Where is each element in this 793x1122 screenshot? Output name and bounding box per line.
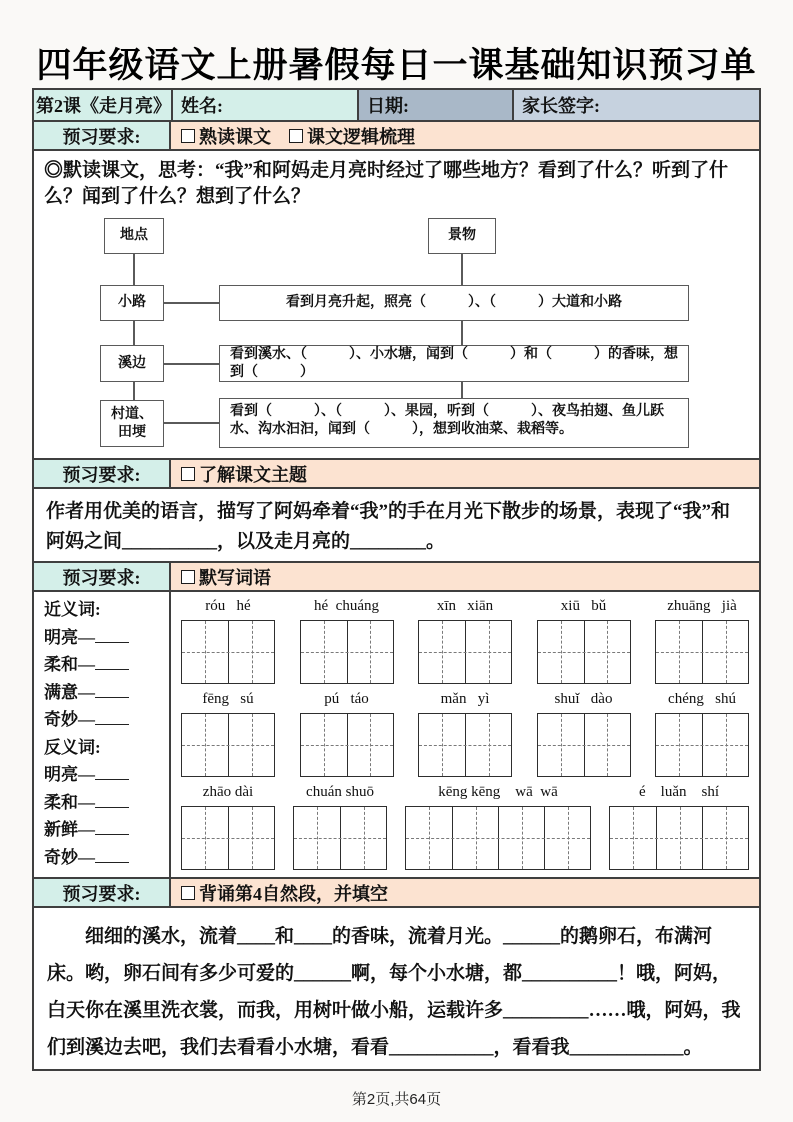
requirement-item <box>289 123 415 149</box>
lesson-title: 第2课《走月亮》 <box>34 90 171 120</box>
signature-field <box>512 90 759 120</box>
pinyin-label: hé chuáng <box>314 598 379 614</box>
writing-grid <box>181 620 275 684</box>
requirement-label: 预习要求: <box>34 879 171 906</box>
writing-grid <box>418 620 512 684</box>
requirement-row-3 <box>34 561 759 590</box>
page-title: 四年级语文上册暑假每日一课基础知识预习单 <box>36 46 757 85</box>
writing-grid <box>655 713 749 777</box>
word-unit <box>300 691 394 777</box>
word-unit <box>537 691 631 777</box>
synonym-header: 近义词: <box>44 600 101 619</box>
requirement-label: 预习要求: <box>34 460 171 487</box>
writing-grid <box>300 713 394 777</box>
pinyin-label: xīn xiān <box>436 598 494 614</box>
pinyin-grid-row <box>181 598 749 684</box>
requirement-row-4 <box>34 877 759 906</box>
diagram-content-box: 看到溪水、（ ）、小水塘，闻到（ ）和（ ）的香味，想到（ ） <box>219 345 689 382</box>
list-item: 奇妙— <box>44 706 169 734</box>
reading-section <box>34 149 759 458</box>
diagram-header-place: 地点 <box>104 218 164 254</box>
checkbox-icon <box>181 886 195 900</box>
writing-grid <box>181 806 275 870</box>
diagram-content-box: 看到月亮升起，照亮（ ）、（ ）大道和小路 <box>219 285 689 321</box>
name-label: 姓名: <box>181 96 223 116</box>
word-unit <box>418 691 512 777</box>
word-unit <box>405 784 591 870</box>
passage-text: 细细的溪水，流着____和____的香味，流着月光。______的鹅卵石，布满河床。哟，卵石间有多少可爱的______啊，每个小水塘，都__________！哦，阿妈，白天你在溪里洗衣裳，而我，用树叶做小船，运载许多_________……哦，阿妈，我们到溪边去吧，我们去看看小水塘，看看___________，看看我____________。 <box>47 926 741 1058</box>
writing-grid <box>609 806 749 870</box>
pinyin-label: chéng shú <box>668 691 736 707</box>
answer-blank <box>95 654 129 670</box>
connector-line <box>461 254 463 285</box>
connector-line <box>133 321 135 345</box>
passage-section <box>34 906 759 1069</box>
requirement-content <box>171 563 759 590</box>
writing-grid <box>537 620 631 684</box>
list-item: 柔和— <box>44 651 169 679</box>
word-unit <box>655 598 749 684</box>
connector-line <box>164 422 219 424</box>
word-unit <box>609 784 749 870</box>
pinyin-label: róu hé <box>205 598 251 614</box>
theme-section: 作者用优美的语言，描写了阿妈牵着“我”的手在月光下散步的场景，表现了“我”和阿妈之间__________，以及走月亮的________。 <box>34 487 759 561</box>
requirement-text: 熟读课文 <box>199 126 271 147</box>
connector-line <box>461 382 463 398</box>
list-item: 明亮— <box>44 624 169 652</box>
word-unit <box>181 784 275 870</box>
pinyin-label: shuǐ dào <box>554 691 613 707</box>
requirement-item <box>181 564 271 590</box>
answer-blank <box>95 847 129 863</box>
pinyin-label: fēng sú <box>202 691 254 707</box>
pinyin-label: kēng kēng wā wā <box>438 784 558 800</box>
writing-grid <box>418 713 512 777</box>
word-unit <box>181 598 275 684</box>
connector-line <box>164 302 219 304</box>
word-unit <box>293 784 387 870</box>
pinyin-label: pú táo <box>324 691 369 707</box>
writing-grid <box>405 806 591 870</box>
list-item: 新鲜— <box>44 816 169 844</box>
worksheet-table <box>32 88 761 1071</box>
requirement-text: 课文逻辑梳理 <box>307 126 415 147</box>
requirement-content <box>171 879 759 906</box>
writing-grid <box>293 806 387 870</box>
writing-grid <box>655 620 749 684</box>
requirement-text: 背诵第4自然段，并填空 <box>199 883 388 904</box>
pinyin-grids <box>171 592 759 877</box>
requirement-row-1 <box>34 120 759 149</box>
word-unit <box>300 598 394 684</box>
date-label: 日期: <box>367 96 409 116</box>
requirement-text: 默写词语 <box>199 567 271 588</box>
requirement-row-2 <box>34 458 759 487</box>
connector-line <box>133 382 135 400</box>
name-field <box>171 90 357 120</box>
checkbox-icon <box>289 129 303 143</box>
requirement-content <box>171 122 759 149</box>
list-item: 明亮— <box>44 761 169 789</box>
checkbox-icon <box>181 570 195 584</box>
word-unit <box>537 598 631 684</box>
requirement-item <box>181 461 307 487</box>
requirement-label: 预习要求: <box>34 563 171 590</box>
pinyin-label: é luǎn shí <box>639 784 719 800</box>
diagram-content-box: 看到（ ）、（ ）、果园，听到（ ）、夜鸟拍翅、鱼儿跃水、沟水汩汩，闻到（ ），想到收油菜、栽稻等。 <box>219 398 689 448</box>
answer-blank <box>95 682 129 698</box>
word-unit <box>181 691 275 777</box>
words-section <box>34 590 759 877</box>
writing-grid <box>300 620 394 684</box>
page-number: 第2页,共64页 <box>351 1091 442 1108</box>
word-unit <box>655 691 749 777</box>
requirement-text: 了解课文主题 <box>199 464 307 485</box>
pinyin-label: zhāo dài <box>202 784 254 800</box>
requirement-item <box>181 123 271 149</box>
connector-line <box>461 321 463 345</box>
writing-grid <box>181 713 275 777</box>
synonym-antonym-list <box>34 592 171 877</box>
diagram-place-box: 小路 <box>100 285 164 321</box>
reading-question: ◎默读课文，思考：“我”和阿妈走月亮时经过了哪些地方？看到了什么？听到了什么？闻到了什么？想到了什么？ <box>44 160 729 207</box>
flow-diagram <box>34 209 759 458</box>
pinyin-grid-row <box>181 691 749 777</box>
checkbox-icon <box>181 129 195 143</box>
pinyin-grid-row <box>181 784 749 870</box>
antonym-header: 反义词: <box>44 737 101 757</box>
date-field <box>357 90 512 120</box>
connector-line <box>133 254 135 285</box>
writing-grid <box>537 713 631 777</box>
requirement-item <box>181 880 388 906</box>
signature-label: 家长签字: <box>522 96 600 116</box>
pinyin-label: xiū bǔ <box>560 598 607 614</box>
pinyin-label: zhuāng jià <box>667 598 737 614</box>
header-row <box>34 90 759 120</box>
list-item: 满意— <box>44 679 169 707</box>
list-item: 柔和— <box>44 789 169 817</box>
diagram-place-box: 村道、田埂 <box>100 400 164 447</box>
answer-blank <box>95 764 129 780</box>
requirement-content <box>171 460 759 487</box>
diagram-place-box: 溪边 <box>100 345 164 382</box>
list-item: 奇妙— <box>44 844 169 872</box>
diagram-header-scenery: 景物 <box>428 218 496 254</box>
word-unit <box>418 598 512 684</box>
pinyin-label: mǎn yì <box>440 691 490 707</box>
answer-blank <box>95 819 129 835</box>
answer-blank <box>95 627 129 643</box>
pinyin-label: chuán shuō <box>306 784 374 800</box>
checkbox-icon <box>181 467 195 481</box>
answer-blank <box>95 709 129 725</box>
answer-blank <box>95 792 129 808</box>
connector-line <box>164 363 219 365</box>
requirement-label: 预习要求: <box>34 122 171 149</box>
